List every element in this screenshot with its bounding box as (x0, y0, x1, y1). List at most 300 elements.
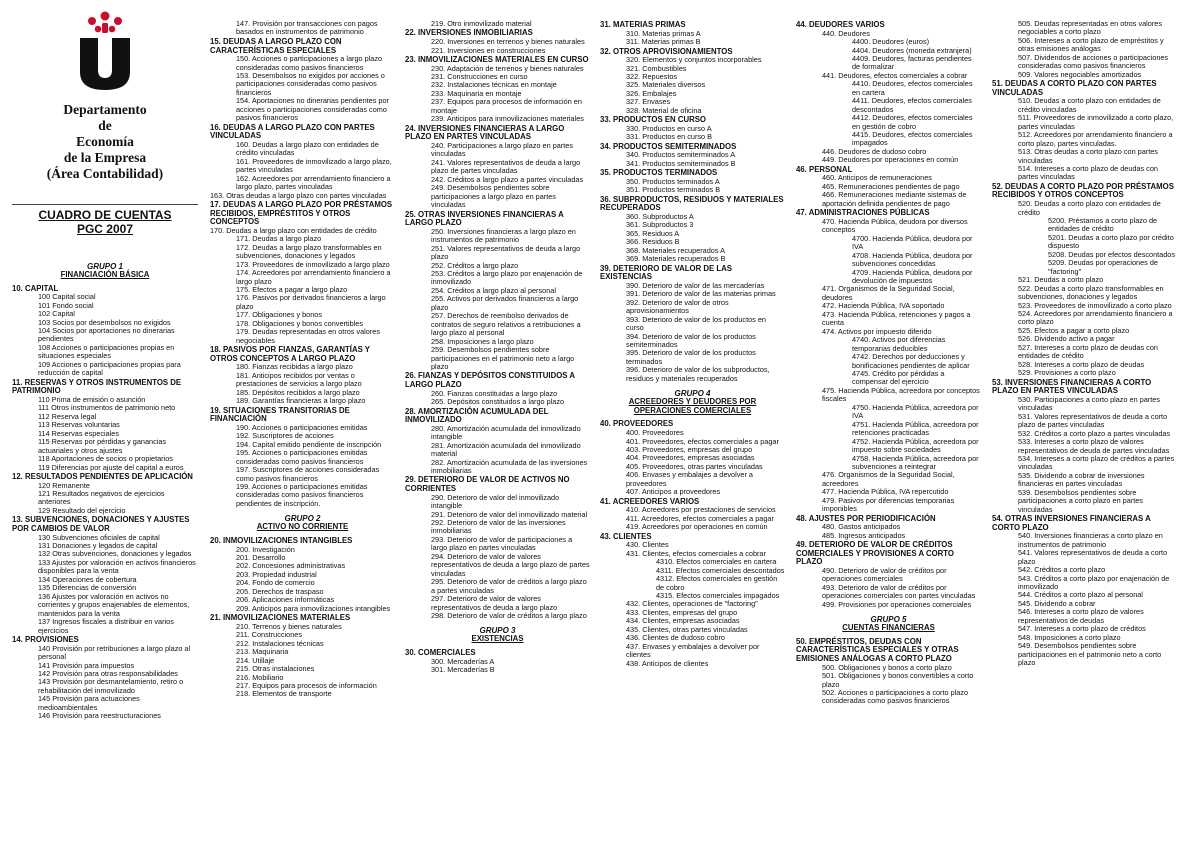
account-item: 254. Créditos a largo plazo al personal (431, 285, 556, 295)
account-item: 255. Activos por derivados financieros a largo plazo (431, 294, 579, 312)
group-subtitle: ACREEDORES Y DEUDORES POR OPERACIONES COMERCIALES (628, 397, 757, 415)
account-item: 325. Materiales diversos (626, 80, 706, 90)
account-item: 431. Clientes, efectos comerciales a cobrar (626, 548, 766, 558)
account-item: 176. Pasivos por derivados financieros a largo plazo (236, 293, 386, 311)
group-heading: 24. INVERSIONES FINANCIERAS A LARGO PLAZO EN PARTES VINCULADAS (405, 123, 565, 142)
column-1 (12, 10, 202, 828)
account-item: 252. Créditos a largo plazo (431, 260, 519, 270)
department-line: (Área Contabilidad) (46, 166, 164, 181)
group-heading: 33. PRODUCTOS EN CURSO (600, 115, 707, 125)
account-item: 171. Deudas a largo plazo (236, 234, 322, 244)
subaccount-item: 4750. Hacienda Pública, acreedora por IVA (852, 402, 979, 421)
account-item: 118 Aportaciones de socios o propietarios (38, 454, 173, 464)
group-heading: 20. INMOVILIZACIONES INTANGIBLES (210, 535, 353, 545)
account-item: 411. Acreedores, efectos comerciales a pagar (626, 513, 774, 523)
account-item: 221. Inversiones en construcciones (431, 45, 546, 55)
account-item: 205. Derechos de traspaso (236, 586, 324, 596)
account-item: 202. Concesiones administrativas (236, 561, 346, 571)
account-item: 506. Intereses a corto plazo de empréstitos y otras emisiones análogas (1018, 35, 1164, 54)
account-item: 113 Reservas voluntarias (38, 420, 120, 430)
account-item: 153. Desembolsos no exigidos por acciones o participaciones consideradas como pasivos financieros (236, 71, 385, 97)
group-heading: 29. DETERIORO DE VALOR DE ACTIVOS NO CORRIENTES (405, 475, 570, 494)
account-item: 172. Deudas a largo plazo transformables en subvenciones, donaciones y legados (236, 242, 382, 261)
group-heading: 50. EMPRÉSTITOS, DEUDAS CON CARACTERÍSTICAS ESPECIALES Y OTRAS EMISIONES ANÁLOGAS A CORTO PLAZO (796, 636, 959, 664)
subaccount-item: 4700. Hacienda Pública, deudora por IVA (852, 233, 973, 252)
account-item: 180. Fianzas recibidas a largo plazo (236, 362, 353, 372)
account-item: 177. Obligaciones y bonos (236, 310, 322, 320)
account-item: 520. Deudas a corto plazo con entidades de crédito (1018, 199, 1161, 217)
account-item: 210. Terrenos y bienes naturales (236, 621, 342, 631)
account-item: 532. Créditos a corto plazo a partes vinculadas (1018, 428, 1171, 438)
account-item: 502. Acciones o participaciones a corto plazo consideradas como pasivos financieros (822, 687, 969, 706)
account-item: 530. Participaciones a corto plazo en partes vinculadas (1018, 394, 1160, 413)
account-item: 161. Proveedores de inmovilizado a largo plazo, partes vinculadas (236, 156, 392, 175)
group-heading: 23. INMOVILIZACIONES MATERIALES EN CURSO (405, 54, 589, 64)
account-item: 531. Valores representativos de deuda a corto plazo de partes vinculadas (1018, 411, 1168, 430)
group-heading: 16. DEUDAS A LARGO PLAZO CON PARTES VINCULADAS (210, 122, 375, 141)
account-item: 133 Ajustes por valoración en activos financieros disponibles para la venta (38, 557, 196, 576)
group-heading: 15. DEUDAS A LARGO PLAZO CON CARACTERÍSTICAS ESPECIALES (210, 36, 342, 55)
group-heading: 47. ADMINISTRACIONES PÚBLICAS (796, 208, 930, 218)
account-item: 434. Clientes, empresas asociadas (626, 616, 740, 626)
account-item: 407. Anticipos a proveedores (626, 487, 721, 497)
account-item: 539. Desembolsos pendientes sobre participaciones a corto plazo en partes vinculadas (1018, 487, 1143, 514)
group-heading: 21. INMOVILIZACIONES MATERIALES (210, 613, 351, 623)
account-item: 215. Otras instalaciones (236, 664, 315, 674)
account-item: 522. Deudas a corto plazo transformables en subvenciones, donaciones y legados (1018, 283, 1164, 302)
group-heading: 53. INVERSIONES FINANCIERAS A CORTO PLAZO EN PARTES VINCULADAS (992, 377, 1152, 396)
account-item: 119 Diferencias por ajuste del capital a euros (38, 462, 184, 472)
account-item: 249. Desembolsos pendientes sobre participaciones a largo plazo en partes vinculadas (431, 183, 556, 210)
account-item: 507. Dividendos de acciones o participaciones consideradas como pasivos financieros (1018, 52, 1169, 71)
account-item: 112 Reserva legal (38, 411, 97, 421)
account-item: 405. Proveedores, otras partes vinculadas (626, 461, 763, 471)
account-item: 199. Acciones o participaciones emitidas consideradas como pasivos financieros pendientes de inscripción. (236, 482, 368, 508)
account-item: 403. Proveedores, empresas del grupo (626, 444, 753, 454)
group-subtitle: ACTIVO NO CORRIENTE (256, 522, 349, 532)
subaccount-item: 4315. Efectos comerciales impagados (656, 590, 780, 600)
account-item: 136 Ajustes por valoración en activos no corrientes y grupos enajenables de elementos, mantenidos para la venta (38, 591, 190, 618)
account-item: 233. Maquinaria en montaje (431, 88, 522, 98)
subaccount-item: 4310. Efectos comerciales en cartera (656, 557, 777, 567)
account-item: 204. Fondo de comercio (236, 578, 315, 588)
account-item: 251. Valores representativos de deuda a largo plazo (431, 243, 581, 262)
account-item: 524. Acreedores por arrendamiento financiero a corto plazo (1018, 308, 1173, 327)
account-item: 341. Productos semiterminados B (626, 158, 736, 168)
account-item: 360. Subproductos A (626, 211, 694, 221)
account-item: 477. Hacienda Pública, IVA repercutido (822, 487, 949, 497)
account-item: 433. Clientes, empresas del grupo (626, 607, 738, 617)
account-item: 446. Deudores de dudoso cobro (822, 146, 927, 156)
account-item: 260. Fianzas constituidas a largo plazo (431, 388, 558, 398)
account-item: 393. Deterioro de valor de los productos en curso (626, 314, 766, 333)
account-item: 242. Créditos a largo plazo a partes vinculadas (431, 174, 584, 184)
account-item: 241. Valores representativos de deuda a largo plazo de partes vinculadas (431, 157, 581, 176)
account-item: 281. Amortización acumulada del inmovilizado material (431, 440, 581, 459)
account-item: 250. Inversiones financieras a largo plazo en instrumentos de patrimonio (431, 226, 576, 245)
account-item: 327. Envases (626, 97, 671, 107)
account-item: 101 Fondo social (38, 300, 94, 310)
department-line: de (98, 118, 112, 133)
account-item: 258. Imposiciones a largo plazo (431, 336, 534, 346)
account-item: 294. Deterioro de valor de valores representativos de deuda a largo plazo de partes vinculadas (431, 551, 590, 578)
account-item: 211. Construcciones (236, 630, 302, 640)
account-item: 523. Proveedores de inmovilizado a corto plazo (1018, 300, 1172, 310)
group-heading: 46. PERSONAL (796, 164, 853, 174)
subaccount-item: 4412. Deudores, efectos comerciales en gestión de cobro (852, 113, 973, 131)
account-item: 212. Instalaciones técnicas (236, 638, 324, 648)
account-item: 419. Acreedores por operaciones en común (626, 522, 768, 532)
group-subtitle: CUENTAS FINANCIERAS (842, 623, 935, 633)
group-heading: 26. FIANZAS Y DEPÓSITOS CONSTITUIDOS A LARGO PLAZO (405, 371, 575, 390)
account-item: 135 Diferencias de conversión (38, 583, 137, 593)
account-item: 340. Productos semiterminados A (626, 150, 736, 160)
account-item: 192. Suscriptores de acciones (236, 431, 334, 441)
account-item: 141 Provisión para impuestos (38, 660, 135, 670)
account-item: 322. Repuestos (626, 72, 678, 81)
account-item: 143 Provisión por desmantelamiento, retiro o rehabilitación del inmovilizado (38, 677, 184, 695)
account-item: 114 Reservas especiales (38, 428, 119, 438)
group-heading: 25. OTRAS INVERSIONES FINANCIERAS A LARGO PLAZO (405, 209, 564, 228)
account-item: 173. Proveedores de inmovilizado a largo plazo (236, 259, 390, 269)
group-heading: 51. DEUDAS A CORTO PLAZO CON PARTES VINCULADAS (992, 79, 1157, 97)
group-heading: 40. PROVEEDORES (600, 419, 674, 429)
subaccount-item: 4745. Crédito por pérdidas a compensar del ejercicio (852, 369, 945, 387)
account-item: 535. Dividendo a cobrar de inversiones financieras en partes vinculadas (1018, 470, 1145, 489)
account-item: 541. Valores representativos de deuda a corto plazo (1018, 548, 1168, 566)
account-item: 501. Obligaciones y bonos convertibles a corto plazo (822, 671, 974, 689)
account-item: 120 Remanente (38, 480, 90, 490)
account-item: 310. Materias primas A (626, 28, 701, 38)
subaccount-item: 4740. Activos por diferencias temporarias deducibles (852, 335, 946, 353)
account-item: 505. Deudas representadas en otros valores negociables a corto plazo (1018, 20, 1162, 37)
subaccount-item: 4758. Hacienda Pública, acreedora por subvenciones a reintegrar (852, 453, 979, 471)
account-item: 200. Investigación (236, 544, 295, 554)
account-item: 175. Efectos a pagar a largo plazo (236, 285, 348, 295)
account-item: 170. Deudas a largo plazo con entidades de crédito (210, 225, 377, 235)
account-item: 330. Productos en curso A (626, 123, 712, 133)
group-title: GRUPO 5 (870, 615, 907, 625)
account-item: 311. Materias primas B (626, 37, 701, 47)
account-item: 465. Remuneraciones pendientes de pago (822, 181, 960, 191)
group-heading: 54. OTRAS INVERSIONES FINANCIERAS A CORTO PLAZO (992, 514, 1151, 532)
account-item: 131 Donaciones y legados de capital (38, 541, 158, 551)
account-item: 320. Elementos y conjuntos incorporables (626, 55, 762, 65)
account-item: 350. Productos terminados A (626, 176, 720, 186)
account-item: 130 Subvenciones oficiales de capital (38, 532, 160, 542)
group-heading: 32. OTROS APROVISIONAMIENTOS (600, 46, 733, 56)
subaccount-item: 5200. Préstamos a corto plazo de entidades de crédito (1048, 215, 1158, 234)
account-item: 366. Residuos B (626, 237, 680, 247)
department-line: Departamento (63, 102, 147, 117)
account-item: 466. Remuneraciones mediante sistemas de aportación definida pendientes de pago (822, 190, 967, 208)
account-item: 533. Intereses a corto plazo de valores representativos de deuda de partes vinculadas (1018, 437, 1170, 455)
group-heading: 13. SUBVENCIONES, DONACIONES Y AJUSTES POR CAMBIOS DE VALOR (12, 515, 190, 533)
account-item: 529. Provisiones a corto plazo (1018, 368, 1116, 378)
account-item: 512. Acreedores por arrendamiento financiero a corto plazo, partes vinculadas. (1018, 130, 1173, 148)
account-item: 400. Proveedores (626, 428, 684, 438)
account-item: 449. Deudores por operaciones en común (822, 155, 959, 165)
account-item: 181. Anticipos recibidos por ventas o prestaciones de servicios a largo plazo (236, 370, 362, 389)
account-item: 194. Capital emitido pendiente de inscripción (236, 439, 382, 449)
account-item: 440. Deudores (822, 28, 870, 38)
account-item: 150. Acciones o participaciones a largo plazo consideradas como pasivos financieros (236, 54, 383, 72)
account-item: 129 Resultado del ejercicio (38, 505, 126, 515)
account-item: 145 Provisión para actuaciones medioambientales (38, 694, 140, 712)
subaccount-item: 4411. Deudores, efectos comerciales descontados (852, 96, 972, 114)
account-item: 219. Otro inmovilizado material (431, 20, 532, 28)
account-item: 542. Créditos a corto plazo (1018, 565, 1106, 575)
account-item: 390. Deterioro de valor de las mercaderías (626, 280, 765, 290)
account-item: 201. Desarrollo (236, 553, 286, 563)
account-item: 293. Deterioro de valor de participaciones a largo plazo en partes vinculadas (431, 534, 573, 553)
group-heading: 41. ACREEDORES VARIOS (600, 496, 700, 506)
account-item: 396. Deterioro de valor de los subproductos, residuos y materiales recuperados (626, 365, 770, 383)
account-item: 137 Ingresos fiscales a distribuir en varios ejercicios (38, 617, 174, 635)
account-item: 290. Deterioro de valor del inmovilizado intangible (431, 492, 560, 511)
account-item: 509. Valores negociables amortizados (1018, 69, 1142, 79)
group-heading: 19. SITUACIONES TRANSITORIAS DE FINANCIACIÓN (210, 405, 350, 424)
account-item: 142 Provisión para otras responsabilidades (38, 668, 178, 678)
account-item: 470. Hacienda Pública, deudora por diversos conceptos (822, 216, 968, 235)
account-item: 265. Depósitos constituidos a largo plazo (431, 397, 565, 407)
group-heading: 44. DEUDORES VARIOS (796, 20, 885, 29)
column-4 (600, 20, 789, 838)
subaccount-item: 4708. Hacienda Pública, deudora por subvenciones concedidas (852, 250, 973, 269)
account-item: 328. Material de oficina (626, 105, 702, 115)
group-heading: 52. DEUDAS A CORTO PLAZO POR PRÉSTAMOS RECIBIDOS Y OTROS CONCEPTOS (992, 181, 1174, 200)
account-item: 365. Residuos A (626, 228, 680, 238)
account-item: 528. Intereses a corto plazo de deudas (1018, 359, 1145, 369)
group-title: GRUPO 1 (86, 262, 123, 271)
account-item: 490. Deterioro de valor de créditos por operaciones comerciales (822, 565, 947, 584)
account-item: 392. Deterioro de valor de otros aprovisionamientos (626, 297, 729, 316)
account-item: 100 Capital social (38, 292, 96, 302)
account-item: 220. Inversiones en terrenos y bienes naturales (431, 37, 585, 47)
account-item: 475. Hacienda Pública, acreedora por conceptos fiscales (822, 385, 980, 404)
account-item: 351. Productos terminados B (626, 185, 721, 195)
account-item: 111 Otros instrumentos de patrimonio neto (38, 403, 176, 413)
account-item: 282. Amortización acumulada de las inversiones inmobiliarias (431, 457, 588, 475)
group-heading: 12. RESULTADOS PENDIENTES DE APLICACIÓN (12, 471, 193, 481)
subaccount-item: 4410. Deudores, efectos comerciales en cartera (852, 79, 973, 97)
subaccount-item: 4751. Hacienda Pública, acreedora por retenciones practicadas (852, 419, 979, 438)
account-item: 361. Subproductos 3 (626, 220, 694, 230)
group-subtitle: FINANCIACIÓN BÁSICA (60, 270, 150, 279)
account-item: 544. Créditos a corto plazo al personal (1018, 590, 1143, 600)
account-item: 499. Provisiones por operaciones comerciales (822, 599, 972, 609)
account-item: 493. Deterioro de valor de créditos por operaciones comerciales con partes vinculadas (822, 582, 976, 601)
account-item: 103 Socios por desembolsos no exigidos (38, 317, 171, 327)
account-item: 132 Otras subvenciones, donaciones y legados (38, 549, 192, 559)
account-item: 154. Aportaciones no dinerarias pendientes por acciones o participaciones consideradas como pasivos financieros (236, 96, 389, 123)
group-heading: 43. CLIENTES (600, 531, 652, 541)
account-item: 178. Obligaciones y bonos convertibles (236, 318, 363, 328)
account-item: 102 Capital (38, 309, 75, 319)
account-item: 460. Anticipos de remuneraciones (822, 173, 932, 183)
subaccount-item: 4709. Hacienda Pública, deudora por devolución de impuestos (852, 267, 973, 286)
account-item: 240. Participaciones a largo plazo en partes vinculadas (431, 140, 573, 159)
account-item: 197. Suscriptores de acciones consideradas como pasivos financieros (236, 465, 380, 483)
group-heading: 11. RESERVAS Y OTROS INSTRUMENTOS DE PATRIMONIO (12, 377, 182, 396)
account-item: 232. Instalaciones técnicas en montaje (431, 80, 557, 90)
account-item: 239. Anticipos para inmovilizaciones materiales (431, 114, 584, 124)
subaccount-item: 4404. Deudores (moneda extranjera) (852, 45, 972, 55)
account-item: 473. Hacienda Pública, retenciones y pagos a cuenta (822, 309, 971, 328)
account-item: 436. Clientes de dudoso cobro (626, 633, 725, 643)
account-item: 163. Otras deudas a largo plazo con partes vinculadas (210, 190, 387, 200)
department-line: de la Empresa (63, 150, 147, 165)
account-item: 540. Inversiones financieras a corto plazo en instrumentos de patrimonio (1018, 531, 1163, 549)
account-item: 432. Clientes, operaciones de "factoring" (626, 599, 758, 609)
account-item: 395. Deterioro de valor de los productos terminados (626, 348, 756, 366)
account-item: 179. Deudas representadas en otros valores negociables (236, 327, 380, 345)
account-item: 213. Maquinaria (236, 647, 289, 657)
column-2 (210, 20, 399, 838)
account-item: 548. Imposiciones a corto plazo (1018, 632, 1121, 642)
account-item: 480. Gastos anticipados (822, 522, 901, 532)
account-item: 259. Desembolsos pendientes sobre participaciones en el patrimonio neto a largo plazo (431, 345, 575, 371)
account-item: 162. Acreedores por arrendamiento financiero a largo plazo, partes vinculadas (236, 173, 391, 192)
group-heading: 34. PRODUCTOS SEMITERMINADOS (600, 141, 737, 151)
account-item: 147. Provisión por transacciones con pagos basados en instrumentos de patrimonio (236, 20, 378, 37)
account-item: 514. Intereses a corto plazo de deudas con partes vinculadas (1018, 163, 1158, 182)
account-item: 301. Mercaderías B (431, 665, 495, 675)
account-item: 438. Anticipos de clientes (626, 658, 709, 668)
account-item: 326. Embalajes (626, 88, 677, 98)
group-heading: 49. DETERIORO DE VALOR DE CRÉDITOS COMERCIALES Y PROVISIONES A CORTO PLAZO (796, 540, 954, 567)
account-item: 401. Proveedores, efectos comerciales a pagar (626, 436, 779, 446)
subaccount-item: 5209. Deudas por operaciones de "factoring" (1048, 258, 1158, 276)
account-item: 545. Dividendo a cobrar (1018, 598, 1096, 608)
account-item: 280. Amortización acumulada del inmovilizado intangible (431, 423, 581, 442)
department-line: Economía (76, 134, 134, 149)
account-item: 203. Propiedad industrial (236, 569, 317, 579)
account-item: 430. Clientes (626, 540, 669, 550)
subaccount-item: 4400. Deudores (euros) (852, 37, 930, 47)
account-item: 547. Intereses a corto plazo de créditos (1018, 624, 1146, 634)
account-item: 218. Elementos de transporte (236, 689, 332, 699)
account-item: 206. Aplicaciones informáticas (236, 595, 335, 605)
account-item: 435. Clientes, otras partes vinculadas (626, 624, 748, 634)
account-item: 121 Resultados negativos de ejercicios anteriores (38, 489, 165, 507)
account-item: 321. Combustibles (626, 63, 687, 73)
group-heading: 22. INVERSIONES INMOBILIARIAS (405, 28, 533, 38)
group-heading: 36. SUBPRODUCTOS, RESIDUOS Y MATERIALES RECUPERADOS (600, 194, 784, 213)
account-item: 298. Deterioro de valor de créditos a largo plazo (431, 610, 587, 620)
account-item: 253. Créditos a largo plazo por enajenación de inmovilizado (431, 268, 583, 287)
group-heading: 14. PROVISIONES (12, 635, 79, 645)
group-subtitle: EXISTENCIAS (471, 634, 524, 644)
account-item: 485. Ingresos anticipados (822, 530, 906, 540)
account-item: 391. Deterioro de valor de las materias primas (626, 289, 776, 299)
account-item: 230. Adaptación de terrenos y bienes naturales (431, 63, 584, 73)
account-item: 104 Socios por aportaciones no dinerarias pendientes (38, 326, 175, 344)
account-item: 534. Intereses a corto plazo de créditos a partes vinculadas (1018, 453, 1175, 472)
column-5 (796, 20, 985, 838)
subaccount-item: 4742. Derechos por deducciones y bonificaciones pendientes de aplicar (852, 352, 970, 370)
university-logo (76, 10, 134, 90)
account-item: 214. Utillaje (236, 655, 275, 665)
account-item: 115 Reservas por pérdidas y ganancias actuariales y otros ajustes (38, 437, 167, 455)
account-item: 441. Deudores, efectos comerciales a cobrar (822, 70, 968, 80)
account-item: 291. Deterioro de valor del inmovilizado material (431, 509, 588, 519)
account-item: 513. Otras deudas a corto plazo con partes vinculadas (1018, 147, 1158, 165)
document-title: CUADRO DE CUENTAS (12, 204, 198, 222)
group-title: GRUPO 2 (284, 514, 321, 524)
account-item: 297. Deterioro de valor de valores representativos de deuda a largo plazo (431, 594, 558, 612)
account-item: 292. Deterioro de valor de las inversiones inmobiliarias (431, 517, 566, 536)
account-item: 134 Operaciones de cobertura (38, 574, 137, 584)
account-item: 526. Dividendo activo a pagar (1018, 334, 1115, 344)
account-item: 237. Equipos para procesos de información en montaje (431, 97, 582, 115)
account-item: 231. Construcciones en curso (431, 72, 528, 81)
account-item: 527. Intereses a corto plazo de deudas con entidades de crédito (1018, 342, 1158, 361)
group-title: GRUPO 3 (479, 626, 516, 636)
group-heading: 28. AMORTIZACIÓN ACUMULADA DEL INMOVILIZADO (405, 406, 549, 425)
group-heading: 39. DETERIORO DE VALOR DE LAS EXISTENCIAS (600, 263, 732, 282)
document-subtitle: PGC 2007 (76, 222, 134, 236)
subaccount-item: 5208. Deudas por efectos descontados (1048, 249, 1175, 259)
column-6 (992, 20, 1181, 838)
department-name (12, 102, 198, 182)
subaccount-item: 4415. Deudores, efectos comerciales impagados (852, 130, 973, 148)
subaccount-item: 4312. Efectos comerciales en gestión de cobro (656, 574, 778, 592)
account-item: 521. Deudas a corto plazo (1018, 275, 1104, 285)
column-3 (405, 20, 594, 838)
account-item: 185. Depósitos recibidos a largo plazo (236, 387, 360, 397)
group-heading: 31. MATERIAS PRIMAS (600, 20, 686, 29)
account-item: 110 Prima de emisión o asunción (38, 394, 146, 404)
account-item: 394. Deterioro de valor de los productos semiterminados (626, 331, 756, 350)
group-heading: 10. CAPITAL (12, 283, 59, 293)
account-item: 404. Proveedores, empresas asociadas (626, 453, 755, 463)
subaccount-item: 4311. Efectos comerciales descontados (656, 565, 785, 575)
group-heading: 35. PRODUCTOS TERMINADOS (600, 168, 718, 178)
account-item: 510. Deudas a corto plazo con entidades de crédito vinculadas (1018, 96, 1161, 114)
account-item: 546. Intereses a corto plazo de valores representativos de deudas (1018, 607, 1144, 625)
subaccount-item: 5201. Deudas a corto plazo por crédito dispuesto (1048, 232, 1174, 251)
account-item: 474. Activos por impuesto diferido (822, 326, 932, 336)
account-item: 217. Equipos para procesos de información (236, 680, 377, 690)
account-item: 406. Envases y embalajes a devolver a proveedores (626, 470, 753, 488)
account-item: 190. Acciones o participaciones emitidas (236, 422, 368, 432)
account-item: 140 Provisión por retribuciones a largo plazo al personal (38, 643, 191, 662)
group-heading: 30. COMERCIALES (405, 648, 476, 657)
account-item: 295. Deterioro de valor de créditos a largo plazo a partes vinculadas (431, 577, 587, 595)
account-item: 525. Efectos a pagar a corto plazo (1018, 325, 1130, 335)
group-heading: 18. PASIVOS POR FIANZAS, GARANTÍAS Y OTROS CONCEPTOS A LARGO PLAZO (210, 345, 370, 363)
account-item: 216. Mobiliario (236, 672, 284, 682)
group-heading: 17. DEUDAS A LARGO PLAZO POR PRÉSTAMOS RECIBIDOS, EMPRÉSTITOS Y OTROS CONCEPTOS (210, 200, 393, 227)
account-item: 146 Provisión para reestructuraciones (38, 711, 161, 721)
subaccount-item: 4752. Hacienda Pública, acreedora por impuesto sobre sociedades (852, 436, 979, 455)
account-item: 300. Mercaderías A (431, 656, 495, 666)
account-item: 500. Obligaciones y bonos a corto plazo (822, 662, 952, 672)
subaccount-item: 4409. Deudores, facturas pendientes de formalizar (852, 53, 972, 72)
account-item: 471. Organismos de la Seguridad Social, deudores (822, 284, 955, 302)
account-item: 511. Proveedores de inmovilizado a corto plazo, partes vinculadas (1018, 113, 1174, 131)
account-item: 369. Materiales recuperados B (626, 254, 726, 264)
account-item: 479. Pasivos por diferencias temporarias imponibles (822, 495, 955, 514)
account-item: 543. Créditos a corto plazo por enajenación de inmovilizado (1018, 573, 1170, 592)
group-heading: 48. AJUSTES POR PERIODIFICACIÓN (796, 513, 936, 523)
account-item: 437. Envases y embalajes a devolver por clientes (626, 641, 760, 660)
account-item: 331. Productos en curso B (626, 132, 712, 142)
account-item: 209. Anticipos para inmovilizaciones intangibles (236, 603, 391, 613)
account-item: 476. Organismos de la Seguridad Social, acreedores (822, 470, 955, 488)
account-item: 174. Acreedores por arrendamiento financiero a largo plazo (236, 268, 391, 286)
